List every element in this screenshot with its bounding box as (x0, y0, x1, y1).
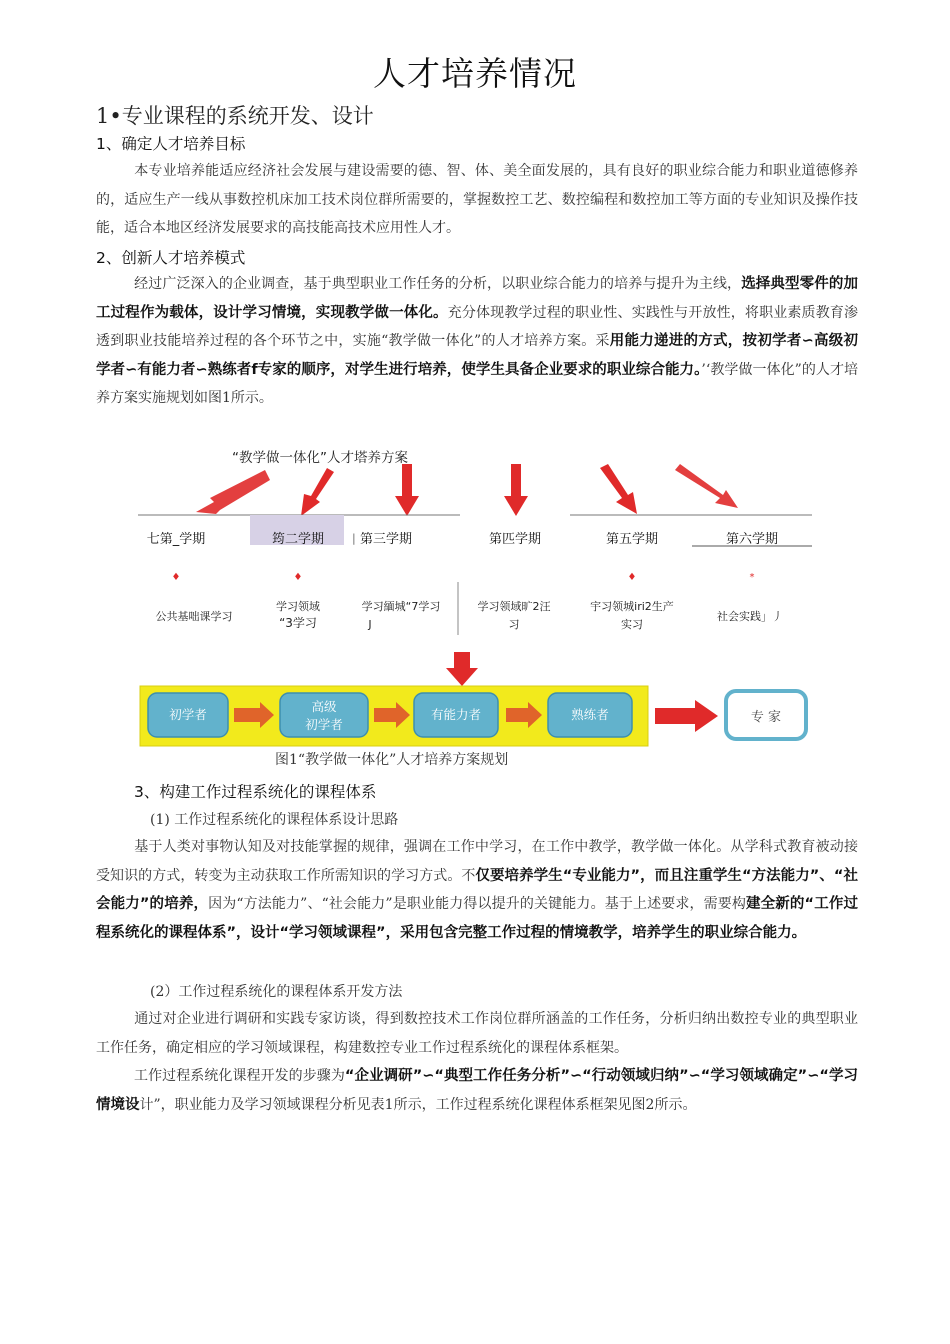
semester-label: 第五学期 (605, 532, 659, 547)
stage-label: 初学者 (169, 707, 207, 722)
paragraph-development-steps (96, 1062, 858, 1119)
stage-label: 有能力者 (430, 707, 482, 722)
figure-caption: 图1“教学做一体化”人才培养方案规划 (275, 752, 509, 768)
learning-area-label: 习 (508, 618, 520, 631)
subheading-development-method: (2）工作过程系统化的课程体系开发方法 (150, 984, 403, 1000)
page-title: 人才培养情况 (373, 54, 577, 93)
stage-box-competent (414, 693, 498, 737)
learning-area-label: 社会实践」丿 (717, 610, 783, 623)
stage-box-beginner (148, 693, 228, 737)
section-heading: 1•专业课程的系统开发、设计 (96, 104, 374, 128)
paragraph-text: 经过广泛深入的企业调查，基于典型职业工作任务的分析，以职业综合能力的培养与提升为主线， (134, 276, 742, 292)
stage-label: 初学者 (305, 717, 343, 732)
paragraph-text: 计”，职业能力及学习领域课程分析见表1所示，工作过程系统化课程体系框架见图2所示。 (139, 1096, 697, 1113)
red-arrow-icon (301, 468, 334, 516)
training-plan-diagram (130, 440, 830, 770)
semester-label: 筠二学期 (271, 532, 325, 547)
bullet-marker: * (749, 572, 755, 583)
stage-label: 熟练者 (571, 707, 609, 722)
paragraph-text: 工作过程系统化课程开发的步骤为 (134, 1068, 345, 1084)
paragraph-training-goal (96, 157, 858, 243)
learning-area-label: “3学习 (279, 616, 317, 630)
bullet-marker: ♦ (293, 572, 303, 583)
paragraph-text: 通过对企业进行调研和实践专家访谈，得到数控技术工作岗位群所涵盖的工作任务，分析归纳出数控专业的典型职业工作任务，确定相应的学习领域课程，构建数控专业工作过程系统化的课程体系框架。 (96, 1011, 858, 1056)
paragraph-text: 因为“方法能力”、“社会能力”是职业能力得以提升的关键能力。基于上述要求，需要构 (208, 896, 747, 912)
divider-mark: | (352, 532, 356, 545)
red-arrow-icon (446, 652, 478, 686)
emphasis-text: 仅要培养学生“专业能力”，而且注重学生“方法能力”、“社会能力”的培养， (96, 867, 858, 912)
learning-area-label: 学习领域 (276, 600, 320, 613)
heading-course-system: 3、构建工作过程系统化的课程体系 (134, 783, 377, 801)
emphasis-text: “企业调研”∽“典型工作任务分析”∽“行动领域归纳”∽“学习领域确定”∽“学习情境设 (96, 1068, 858, 1113)
bullet-marker: ♦ (627, 572, 637, 583)
emphasis-text: 建全新的“工作过程系统化的课程体系”，设计“学习领域课程”，采用包含完整工作过程的情境教学，培养学生的职业综合能力。 (96, 896, 858, 941)
stage-label: 高级 (311, 699, 337, 714)
stage-box-expert (726, 691, 806, 739)
paragraph-text: 本专业培养能适应经济社会发展与建设需要的德、智、体、美全面发展的，具有良好的职业综合能力和职业道德修养的，适应生产一线从事数控机床加工技术岗位群所需要的，掌握数控工艺、数控编程和数控加工等方面的专业知识及操作技能，适合本地区经济发展要求的高技能高技术应用性人才。 (96, 163, 858, 236)
paragraph-design-idea (96, 833, 858, 947)
red-arrow-icon (600, 464, 637, 514)
red-arrow-icon (395, 464, 419, 516)
heading-training-goal: 1、确定人才培养目标 (96, 135, 246, 153)
heading-training-mode: 2、创新人才培养模式 (96, 249, 246, 267)
red-arrow-icon (675, 464, 738, 508)
learning-area-label: 宇习领城iri2生产 (590, 600, 674, 613)
stage-label: 专 家 (750, 710, 782, 725)
semester-label: 第三学期 (359, 532, 413, 547)
semester-label: 第六学期 (725, 532, 779, 547)
paragraph-training-mode (96, 270, 858, 413)
red-arrow-icon (504, 464, 528, 516)
learning-area-label: 学习緬城“7学习 (361, 600, 441, 613)
stage-box-advanced-beginner (280, 693, 368, 737)
learning-area-label: 公共基咄课学习 (155, 610, 233, 623)
diagram-title: “教学做一体化”人才塔养方案 (232, 450, 408, 466)
paragraph-text: 基于人类对事物认知及对技能掌握的规律，强调在工作中学习，在工作中教学，教学做一体化。从学科式教育被动接受知识的方式，转变为主动获取工作所需知识的学习方式。不 (96, 839, 858, 884)
learning-area-label: J (368, 618, 372, 631)
red-arrow-icon (655, 700, 718, 732)
bullet-marker: ♦ (171, 572, 181, 583)
emphasis-text: 用能力递进的方式，按初学者∽高级初学者∽有能力者∽熟练者f专家的顺序，对学生进行培养，使学生具备企业要求的职业综合能力。 (96, 333, 858, 378)
paragraph-development-method (96, 1005, 858, 1062)
learning-area-label: 实习 (621, 618, 643, 631)
paragraph-text: 充分体现教学过程的职业性、实践性与开放性，将职业素质教育渗透到职业技能培养过程的各个环节之中，实施“教学做一体化”的人才培养方案。采 (96, 304, 859, 349)
semester-label: 第匹学期 (488, 532, 542, 547)
red-arrow-icon (196, 470, 270, 514)
subheading-design-idea: (1) 工作过程系统化的课程体系设计思路 (150, 812, 399, 828)
semester-label: 七第_学期 (146, 532, 206, 547)
emphasis-text: 选择典型零件的加工过程作为载体，设计学习情境，实现教学做一体化。 (96, 276, 859, 321)
stage-box-proficient (548, 693, 632, 737)
learning-area-label: 学习领域旷2汪 (477, 600, 551, 613)
arrow-group (196, 464, 738, 516)
paragraph-text: ’‘教学做一体化”的人才培养方案实施规划如图1所示。 (96, 361, 858, 406)
